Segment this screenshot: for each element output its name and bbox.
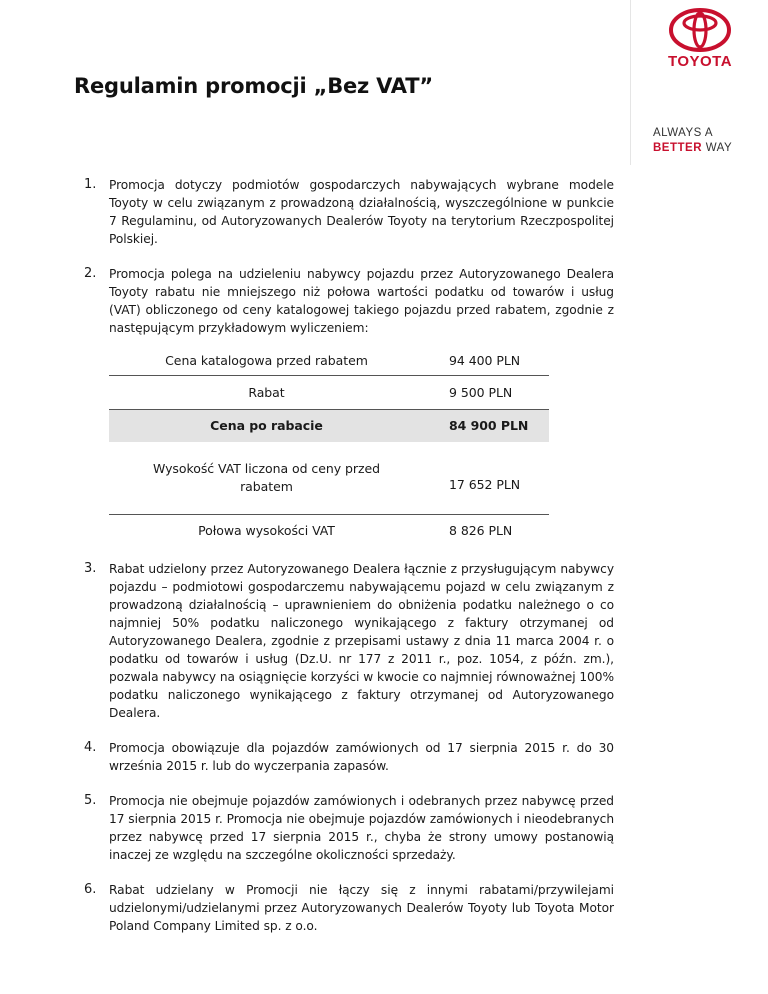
list-item bbox=[84, 176, 614, 248]
price-calculation-table bbox=[109, 347, 549, 546]
tagline-way: WAY bbox=[705, 142, 733, 154]
item-number: 3. bbox=[84, 561, 97, 576]
item-text: Rabat udzielony przez Autoryzowanego Dealera łącznie z przysługującym nabywcy pojazdu – podmiotowi gospodarczemu nabywającemu pojazd w celu związanym z prowadzoną działalnością – uprawnieniem do obniżenia podatku należnego o co najmniej 50% podatku naliczonego wynikającego z faktury otrzymanej od Autoryzowanego Dealera, zgodnie z przepisami ustawy z dnia 11 marca 2004 r. o podatku od towarów i usług (Dz.U. nr 177 z 2011 r., poz. 1054, z późn. zm.), pozwala nabywcy na osiągnięcie korzyści w kwocie co najmniej równoważnej 100% podatku naliczonego wynikającego z faktury otrzymanej od Autoryzowanego Dealera. bbox=[109, 562, 614, 720]
rules-list bbox=[84, 176, 614, 952]
list-item bbox=[84, 739, 614, 775]
brand-panel bbox=[630, 0, 768, 165]
table-row bbox=[109, 515, 549, 547]
item-text: Promocja polega na udzieleniu nabywcy pojazdu przez Autoryzowanego Dealera Toyoty rabatu nie mniejszego niż połowa wartości podatku od towarów i usług (VAT) obliczonego od ceny katalogowej takiego pojazdu przed rabatem, zgodnie z następującym przykładowym wyliczeniem: bbox=[109, 267, 614, 335]
tagline-better: BETTER bbox=[653, 142, 702, 154]
row-value: 8 826 PLN bbox=[449, 522, 513, 538]
item-text: Promocja dotyczy podmiotów gospodarczych nabywających wybrane modele Toyoty w celu związanym z prowadzoną działalnością, wyszczególnione w punkcie 7 Regulaminu, od Autoryzowanych Dealerów Toyoty na terytorium Rzeczpospolitej Polskiej. bbox=[109, 178, 614, 246]
table-row bbox=[109, 347, 549, 376]
table-row-highlight bbox=[109, 410, 549, 443]
row-value: 94 400 PLN bbox=[424, 347, 549, 376]
item-number: 1. bbox=[84, 177, 97, 192]
item-text: Rabat udzielany w Promocji nie łączy się z innymi rabatami/przywilejami udzielonymi/udzielanymi przez Autoryzowanych Dealerów Toyoty lub Toyota Motor Poland Company Limited sp. z o.o. bbox=[109, 883, 614, 933]
item-number: 6. bbox=[84, 882, 97, 897]
item-text: Promocja obowiązuje dla pojazdów zamówionych od 17 sierpnia 2015 r. do 30 września 2015 r. lub do wyczerpania zapasów. bbox=[109, 741, 614, 773]
list-item bbox=[84, 881, 614, 935]
toyota-logo-icon bbox=[668, 6, 732, 54]
table-row bbox=[109, 442, 549, 515]
list-item bbox=[84, 560, 614, 722]
item-text: Promocja nie obejmuje pojazdów zamówionych i odebranych przez nabywcę przed 17 sierpnia 2015 r. Promocja nie obejmuje pojazdów zamówionych i nieodebranych przez nabywcę przed 17 sierpnia 2015 r., chyba że strony umowy postanowią inaczej ze względu na szczególne okoliczności sprzedaży. bbox=[109, 794, 614, 862]
row-label: Cena katalogowa przed rabatem bbox=[109, 347, 424, 376]
page-title: Regulamin promocji „Bez VAT” bbox=[74, 74, 433, 98]
list-item bbox=[84, 792, 614, 864]
row-label: Rabat bbox=[109, 376, 424, 410]
item-number: 4. bbox=[84, 740, 97, 755]
tagline-line1: ALWAYS A bbox=[653, 127, 714, 139]
row-value: 9 500 PLN bbox=[424, 376, 549, 410]
tagline-line2 bbox=[653, 141, 732, 156]
list-item bbox=[84, 265, 614, 546]
brand-tagline bbox=[653, 126, 732, 156]
row-label: Cena po rabacie bbox=[109, 410, 424, 443]
row-label: Połowa wysokości VAT bbox=[198, 522, 335, 538]
item-number: 5. bbox=[84, 793, 97, 808]
brand-name: TOYOTA bbox=[667, 53, 733, 70]
row-label: Wysokość VAT liczona od ceny przed rabatem bbox=[109, 442, 424, 515]
item-number: 2. bbox=[84, 266, 97, 281]
row-value: 84 900 PLN bbox=[424, 410, 549, 443]
table-row bbox=[109, 376, 549, 410]
row-value: 17 652 PLN bbox=[424, 442, 549, 515]
